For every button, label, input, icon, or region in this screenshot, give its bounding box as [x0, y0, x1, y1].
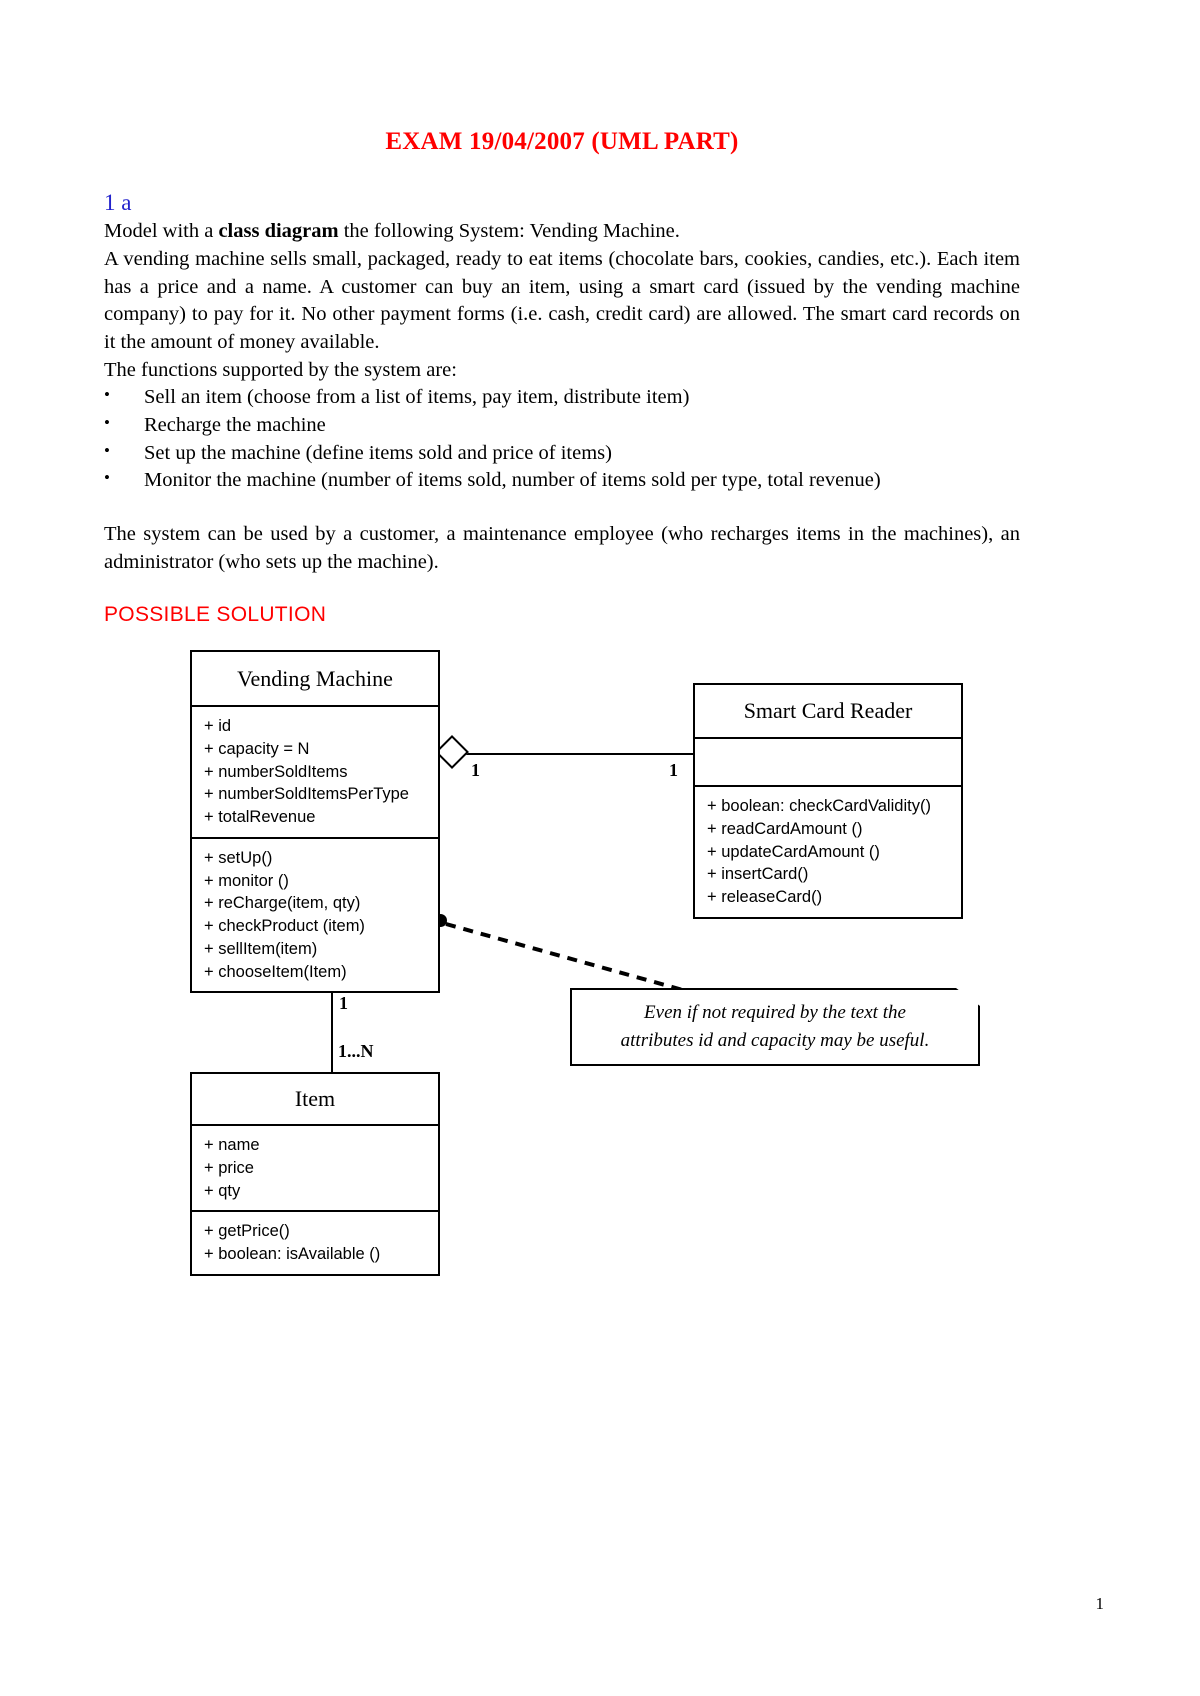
uml-operation-row: + sellItem(item) — [204, 939, 318, 958]
bullet-icon: • — [104, 413, 110, 433]
uml-attribute-row: + price — [204, 1158, 254, 1177]
uml-note-text — [609, 999, 942, 1054]
uml-operation-row: + monitor () — [204, 871, 289, 890]
uml-attribute-row: + name — [204, 1136, 260, 1154]
list-item-label: Set up the machine (define items sold and price of items) — [144, 441, 612, 464]
association-line-vm-item — [331, 984, 333, 1074]
intro-bold-term: class diagram — [218, 220, 339, 243]
bullet-icon: • — [104, 440, 110, 460]
intro-suffix: the following System: Vending Machine. — [338, 220, 680, 243]
functions-lead: The functions supported by the system are: — [104, 358, 457, 381]
uml-note — [570, 988, 980, 1066]
uml-class-item[interactable] — [190, 1072, 440, 1276]
note-line-2: attributes id and capacity may be useful. — [620, 1030, 930, 1051]
uml-attributes-compartment — [695, 739, 961, 787]
intro-prefix: Model with a — [104, 220, 219, 243]
uml-operation-row: + checkProduct (item) — [204, 917, 365, 936]
uml-operation-row: + readCardAmount () — [707, 819, 863, 838]
solution-spacer — [104, 577, 1020, 603]
uml-attribute-row: + qty — [204, 1181, 241, 1200]
uml-attributes-compartment — [192, 707, 438, 839]
list-item — [104, 440, 1020, 468]
multiplicity-vm-reader-source: 1 — [471, 760, 480, 780]
uml-class-name: Item — [192, 1074, 438, 1126]
paragraph-spacer — [104, 495, 1020, 521]
multiplicity-vm-item-source: 1 — [339, 993, 348, 1013]
uml-operation-row: + releaseCard() — [707, 888, 823, 907]
multiplicity-vm-reader-target: 1 — [669, 760, 678, 780]
uml-operation-row: + updateCardAmount () — [707, 842, 880, 861]
functions-list — [104, 384, 1020, 495]
uml-class-name: Smart Card Reader — [695, 685, 961, 739]
note-line-1: Even if not required by the text the — [644, 1002, 906, 1024]
page-title: EXAM 19/04/2007 (UML PART) — [385, 128, 739, 155]
uml-operation-row: + chooseItem(Item) — [204, 962, 347, 981]
note-fold-icon — [956, 988, 980, 1006]
list-item — [104, 384, 1020, 412]
list-item-label: Recharge the machine — [144, 414, 326, 437]
uml-attribute-row: + totalRevenue — [204, 808, 316, 827]
page-number: 1 — [1095, 1594, 1104, 1613]
list-item-label: Monitor the machine (number of items sold, number of items sold per type, total revenue) — [144, 469, 881, 492]
uml-class-vending-machine[interactable] — [190, 650, 440, 993]
possible-solution-heading: POSSIBLE SOLUTION — [104, 602, 327, 626]
description-paragraph: A vending machine sells small, packaged, ready to eat items (chocolate bars, cookies, candies, etc.). Each item has a price and a name. A customer can buy an item, using a smart card (issued by the vending machine company) to pay for it. No other payment forms (i.e. cash, credit card) are allowed. The smart card records on it the amount of money available. — [104, 248, 1020, 354]
uml-class-smart-card-reader[interactable] — [693, 683, 963, 919]
uml-operation-row: + boolean: checkCardValidity() — [707, 797, 931, 815]
bullet-icon: • — [104, 385, 110, 405]
uml-attribute-row: + numberSoldItemsPerType — [204, 785, 409, 804]
uml-attributes-compartment — [192, 1126, 438, 1212]
uml-operation-row: + reCharge(item, qty) — [204, 894, 361, 913]
aggregation-diamond-icon — [435, 735, 469, 769]
uml-operation-row: + getPrice() — [204, 1222, 290, 1241]
list-item — [104, 412, 1020, 440]
list-item-label: Sell an item (choose from a list of items, pay item, distribute item) — [144, 386, 690, 409]
list-item — [104, 467, 1020, 495]
bullet-icon: • — [104, 468, 110, 488]
uml-attribute-row: + numberSoldItems — [204, 762, 348, 781]
multiplicity-vm-item-target: 1...N — [338, 1041, 374, 1061]
association-line-vm-reader — [455, 753, 695, 755]
document-body — [104, 128, 1020, 627]
uml-operations-compartment — [192, 1212, 438, 1274]
closing-paragraph: The system can be used by a customer, a maintenance employee (who recharges items in the machines), an administrator (who sets up the machine). — [104, 523, 1020, 573]
uml-attribute-row: + capacity = N — [204, 739, 310, 758]
section-number: 1 a — [104, 190, 132, 215]
uml-attribute-row: + id — [204, 717, 232, 735]
uml-operations-compartment — [695, 787, 961, 917]
uml-operations-compartment — [192, 839, 438, 992]
uml-operation-row: + setUp() — [204, 848, 273, 867]
uml-operation-row: + insertCard() — [707, 865, 809, 884]
intro-paragraph — [104, 218, 1020, 246]
uml-class-name: Vending Machine — [192, 652, 438, 707]
uml-operation-row: + boolean: isAvailable () — [204, 1245, 381, 1264]
